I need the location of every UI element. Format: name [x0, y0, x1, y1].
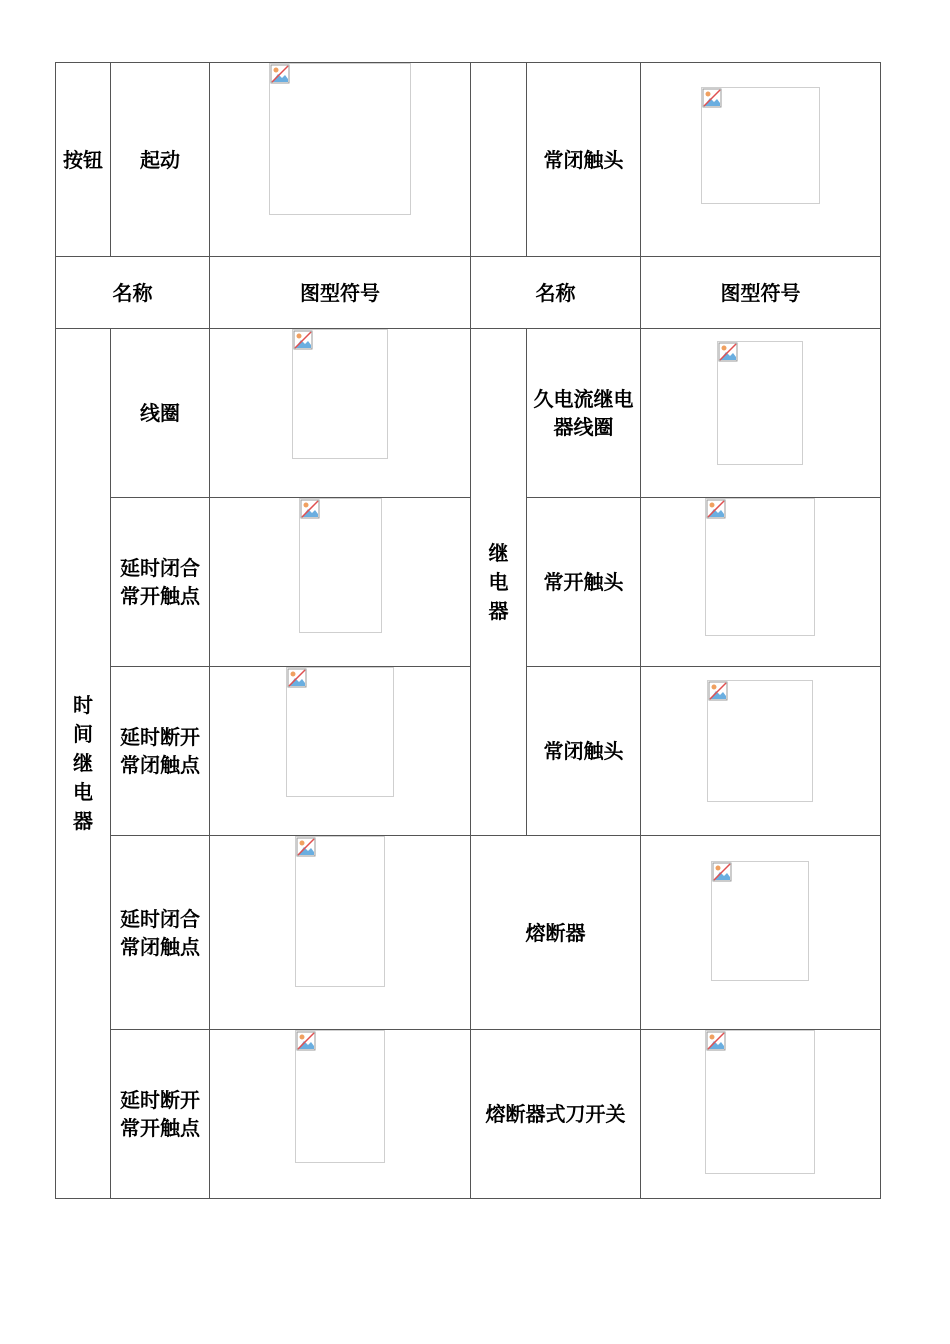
item-fuse-switch: 熔断器式刀开关 — [471, 1030, 641, 1199]
image-placeholder — [292, 329, 388, 459]
broken-image-icon — [708, 681, 728, 701]
item-fuse: 熔断器 — [471, 836, 641, 1030]
symbol-cell — [641, 329, 881, 498]
group-relay — [471, 329, 527, 836]
image-placeholder — [707, 680, 813, 802]
image-placeholder — [705, 498, 815, 636]
symbol-cell — [210, 836, 471, 1030]
image-placeholder — [299, 498, 382, 633]
image-placeholder — [711, 861, 809, 981]
symbol-cell — [641, 1030, 881, 1199]
symbol-cell — [641, 667, 881, 836]
item-nc-contact-top: 常闭触头 — [527, 63, 641, 257]
symbol-cell — [210, 667, 471, 836]
image-placeholder — [705, 1030, 815, 1174]
table-row — [56, 498, 881, 667]
item-coil: 线圈 — [111, 329, 210, 498]
image-placeholder — [295, 1030, 385, 1163]
item-delay-close-nc: 延时闭合常闭触点 — [111, 836, 210, 1030]
item-delay-open-no: 延时断开常开触点 — [111, 1030, 210, 1199]
image-placeholder — [269, 63, 411, 215]
image-placeholder — [295, 836, 385, 987]
symbol-cell — [210, 63, 471, 257]
symbol-cell — [641, 836, 881, 1030]
broken-image-icon — [296, 837, 316, 857]
item-nc-contact: 常闭触头 — [527, 667, 641, 836]
group-button: 按钮 — [56, 63, 111, 257]
table-row — [56, 836, 881, 1030]
group-time-relay — [56, 329, 111, 1199]
broken-image-icon — [270, 64, 290, 84]
broken-image-icon — [706, 1031, 726, 1051]
broken-image-icon — [712, 862, 732, 882]
symbol-cell — [641, 63, 881, 257]
image-placeholder — [286, 667, 394, 797]
broken-image-icon — [706, 499, 726, 519]
item-no-contact: 常开触头 — [527, 498, 641, 667]
item-start: 起动 — [111, 63, 210, 257]
symbol-cell — [641, 498, 881, 667]
header-name: 名称 — [56, 257, 210, 329]
item-delay-open-nc: 延时断开常闭触点 — [111, 667, 210, 836]
broken-image-icon — [287, 668, 307, 688]
symbol-cell — [210, 498, 471, 667]
group-time-relay-label: 时间继电器 — [73, 693, 93, 833]
symbol-table — [55, 62, 881, 1199]
broken-image-icon — [296, 1031, 316, 1051]
broken-image-icon — [300, 499, 320, 519]
broken-image-icon — [293, 330, 313, 350]
broken-image-icon — [718, 342, 738, 362]
table-row — [56, 667, 881, 836]
table-row — [56, 1030, 881, 1199]
image-placeholder — [717, 341, 803, 465]
header-name: 名称 — [471, 257, 641, 329]
header-symbol: 图型符号 — [210, 257, 471, 329]
group-relay-label: 继电器 — [488, 540, 509, 623]
item-delay-close-no: 延时闭合常开触点 — [111, 498, 210, 667]
header-symbol: 图型符号 — [641, 257, 881, 329]
symbol-cell — [210, 329, 471, 498]
empty-cell — [471, 63, 527, 257]
image-placeholder — [701, 87, 820, 204]
table-row — [56, 63, 881, 257]
item-relay-coil: 久电流继电器线圈 — [527, 329, 641, 498]
symbol-cell — [210, 1030, 471, 1199]
header-row — [56, 257, 881, 329]
broken-image-icon — [702, 88, 722, 108]
table-row — [56, 329, 881, 498]
